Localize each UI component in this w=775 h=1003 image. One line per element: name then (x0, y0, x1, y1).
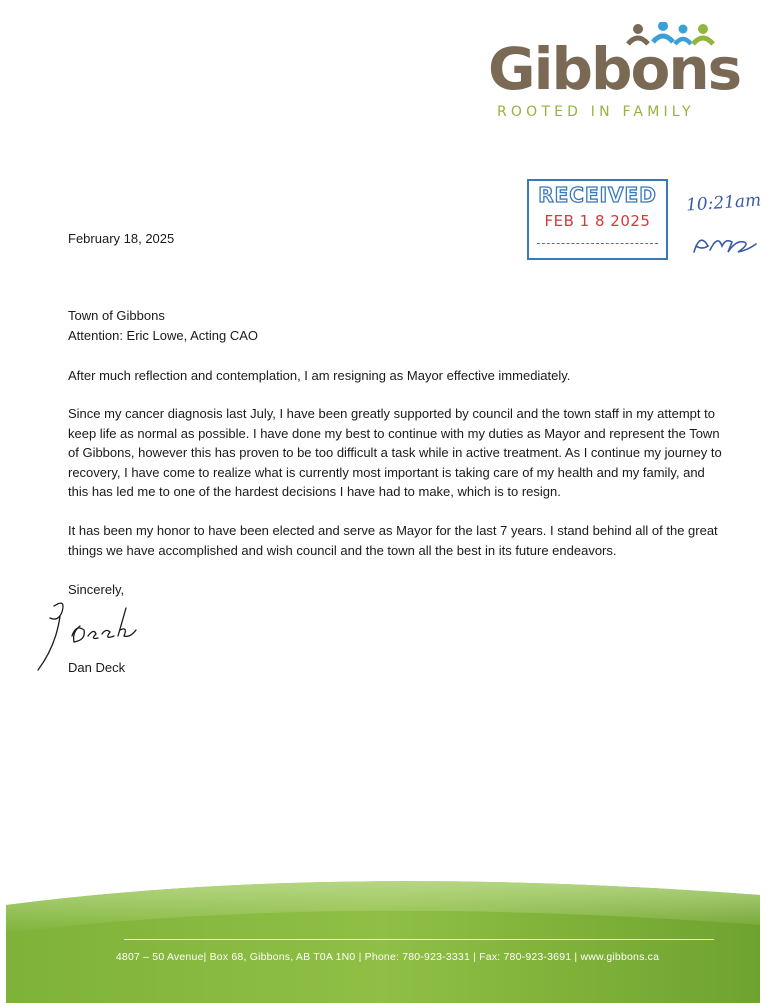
letter-date: February 18, 2025 (68, 231, 175, 246)
attention-line: Attention: Eric Lowe, Acting CAO (68, 328, 259, 343)
logo-tagline: ROOTED IN FAMILY (497, 104, 695, 120)
paragraph-1: After much reflection and contemplation, I am resigning as Mayor effective immediately. (68, 368, 571, 383)
closing: Sincerely, (68, 582, 125, 597)
footer-contact: 4807 – 50 Avenue| Box 68, Gibbons, AB T0A 1N0 | Phone: 780-923-3331 | Fax: 780-923-3691 | www.gibbons.ca (115, 951, 660, 963)
received-stamp (527, 179, 668, 260)
stamp-title: RECEIVED (538, 183, 657, 207)
recipient: Town of Gibbons (68, 308, 165, 323)
logo-wordmark: Gibbons (488, 35, 741, 103)
paragraph-2: Since my cancer diagnosis last July, I have been greatly supported by council and the town staff in my attempt to keep life as normal as possible. I have done my best to continue with my duties as Mayor and represent the Town of Gibbons, however this has proven to be too difficult a task while in active treatment. As I continue my journey to recovery, I have come to realize what is currently most important is taking care of my health and my family, and this has led me to one of the hardest decisions I have had to make, which is to resign. (68, 406, 722, 500)
signer-name: Dan Deck (68, 660, 126, 675)
stamp-date: FEB 1 8 2025 (544, 212, 651, 230)
paragraph-3: It has been my honor to have been elected and serve as Mayor for the last 7 years. I stand behind all of the great things we have accomplished and wish council and the town all the best in its future endeavors. (68, 523, 718, 558)
gibbons-logo (488, 22, 741, 122)
footer-band (0, 865, 775, 1003)
handwritten-initials (688, 226, 760, 260)
stamp-divider (537, 243, 658, 244)
handwritten-time: 10:21am (685, 190, 762, 216)
footer-rule (124, 939, 714, 940)
